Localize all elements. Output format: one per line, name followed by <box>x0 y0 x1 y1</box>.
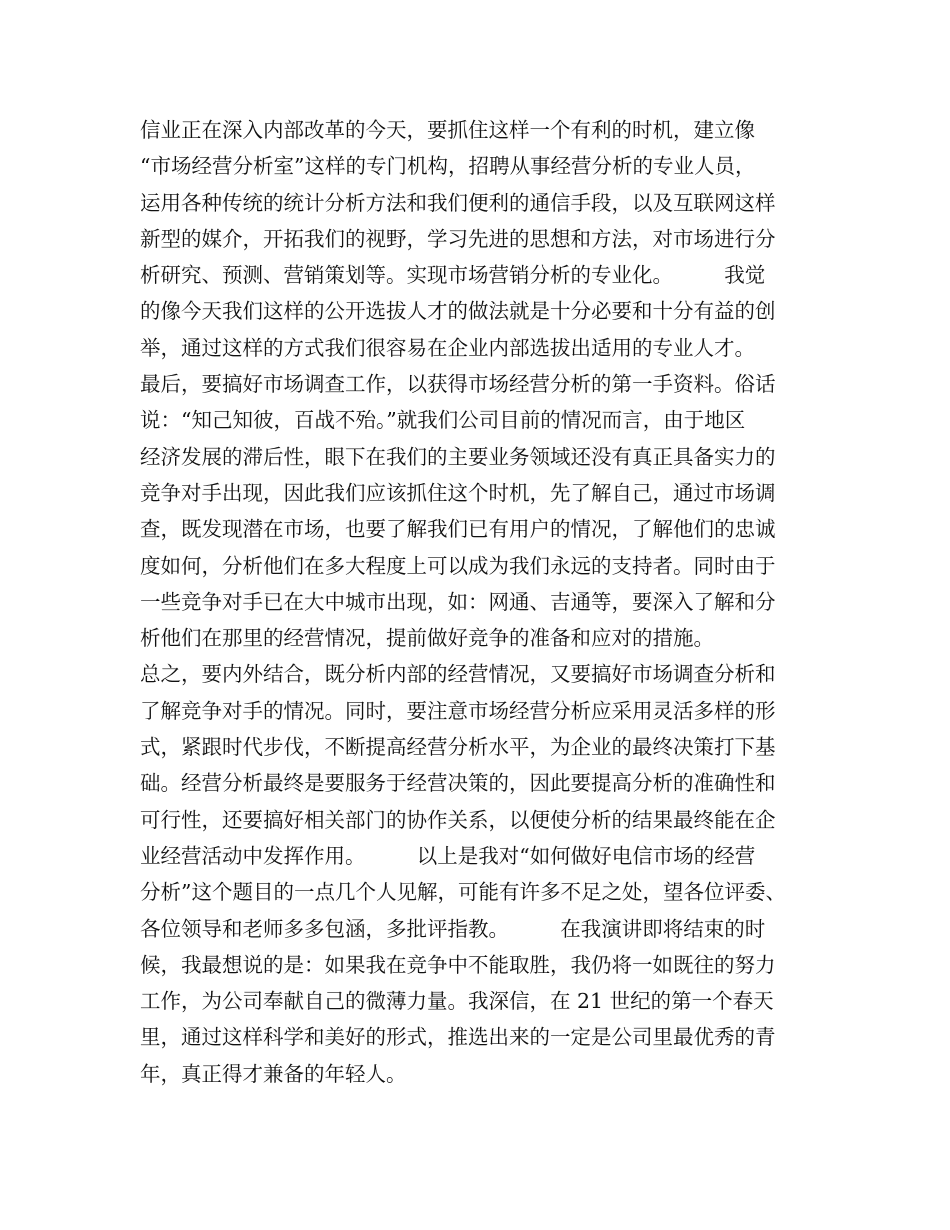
text-line: 的像今天我们这样的公开选拔人才的做法就是十分必要和十分有益的创 <box>140 299 776 324</box>
body-text <box>140 112 820 1092</box>
text-line: 最后，要搞好市场调查工作，以获得市场经营分析的第一手资料。俗话 <box>140 372 776 397</box>
text-line: 查，既发现潜在市场，也要了解我们已有用户的情况，了解他们的忠诚 <box>140 517 776 542</box>
text-line: 了解竞争对手的情况。同时，要注意市场经营分析应采用灵活多样的形 <box>140 698 776 723</box>
text-line: 一些竞争对手已在大中城市出现，如：网通、吉通等，要深入了解和分 <box>140 589 776 614</box>
text-line: 各位领导和老师多多包涵，多批评指教。 在我演讲即将结束的时 <box>140 916 766 941</box>
text-line: 运用各种传统的统计分析方法和我们便利的通信手段，以及互联网这样 <box>140 190 776 215</box>
text-line: 新型的媒介，开拓我们的视野，学习先进的思想和方法，对市场进行分 <box>140 226 776 251</box>
text-line: 总之，要内外结合，既分析内部的经营情况，又要搞好市场调查分析和 <box>140 662 776 687</box>
text-line: 析他们在那里的经营情况，提前做好竞争的准备和应对的措施。 <box>140 626 714 651</box>
text-line: 可行性，还要搞好相关部门的协作关系，以便使分析的结果最终能在企 <box>140 807 776 832</box>
text-line: 度如何，分析他们在多大程度上可以成为我们永远的支持者。同时由于 <box>140 553 776 578</box>
text-line: 析研究、预测、营销策划等。实现市场营销分析的专业化。 我觉 <box>140 263 766 288</box>
text-line: 里，通过这样科学和美好的形式，推选出来的一定是公司里最优秀的青 <box>140 1025 776 1050</box>
text-line: 础。经营分析最终是要服务于经营决策的，因此要提高分析的准确性和 <box>140 771 776 796</box>
text-line: 年，真正得才兼备的年轻人。 <box>140 1061 407 1086</box>
text-line: 分析”这个题目的一点几个人见解，可能有许多不足之处，望各位评委、 <box>140 880 786 905</box>
text-line: 信业正在深入内部改革的今天，要抓住这样一个有利的时机，建立像 <box>140 118 755 142</box>
text-line: 经济发展的滞后性，眼下在我们的主要业务领域还没有真正具备实力的 <box>140 444 776 469</box>
text-line: 业经营活动中发挥作用。 以上是我对“如何做好电信市场的经营 <box>140 843 756 868</box>
text-line: 说：“知己知彼，百战不殆。”就我们公司目前的情况而言，由于地区 <box>140 408 746 433</box>
text-line: 竞争对手出现，因此我们应该抓住这个时机，先了解自己，通过市场调 <box>140 480 776 505</box>
text-line: 式，紧跟时代步伐，不断提高经营分析水平，为企业的最终决策打下基 <box>140 735 776 760</box>
text-line: 举，通过这样的方式我们很容易在企业内部选拔出适用的专业人才。 <box>140 335 755 360</box>
text-line: 候，我最想说的是：如果我在竞争中不能取胜，我仍将一如既往的努力 <box>140 952 776 977</box>
text-line: “市场经营分析室”这样的专门机构，招聘从事经营分析的专业人员， <box>140 154 756 179</box>
text-line: 工作，为公司奉献自己的微薄力量。我深信，在 21 世纪的第一个春天 <box>140 989 774 1014</box>
